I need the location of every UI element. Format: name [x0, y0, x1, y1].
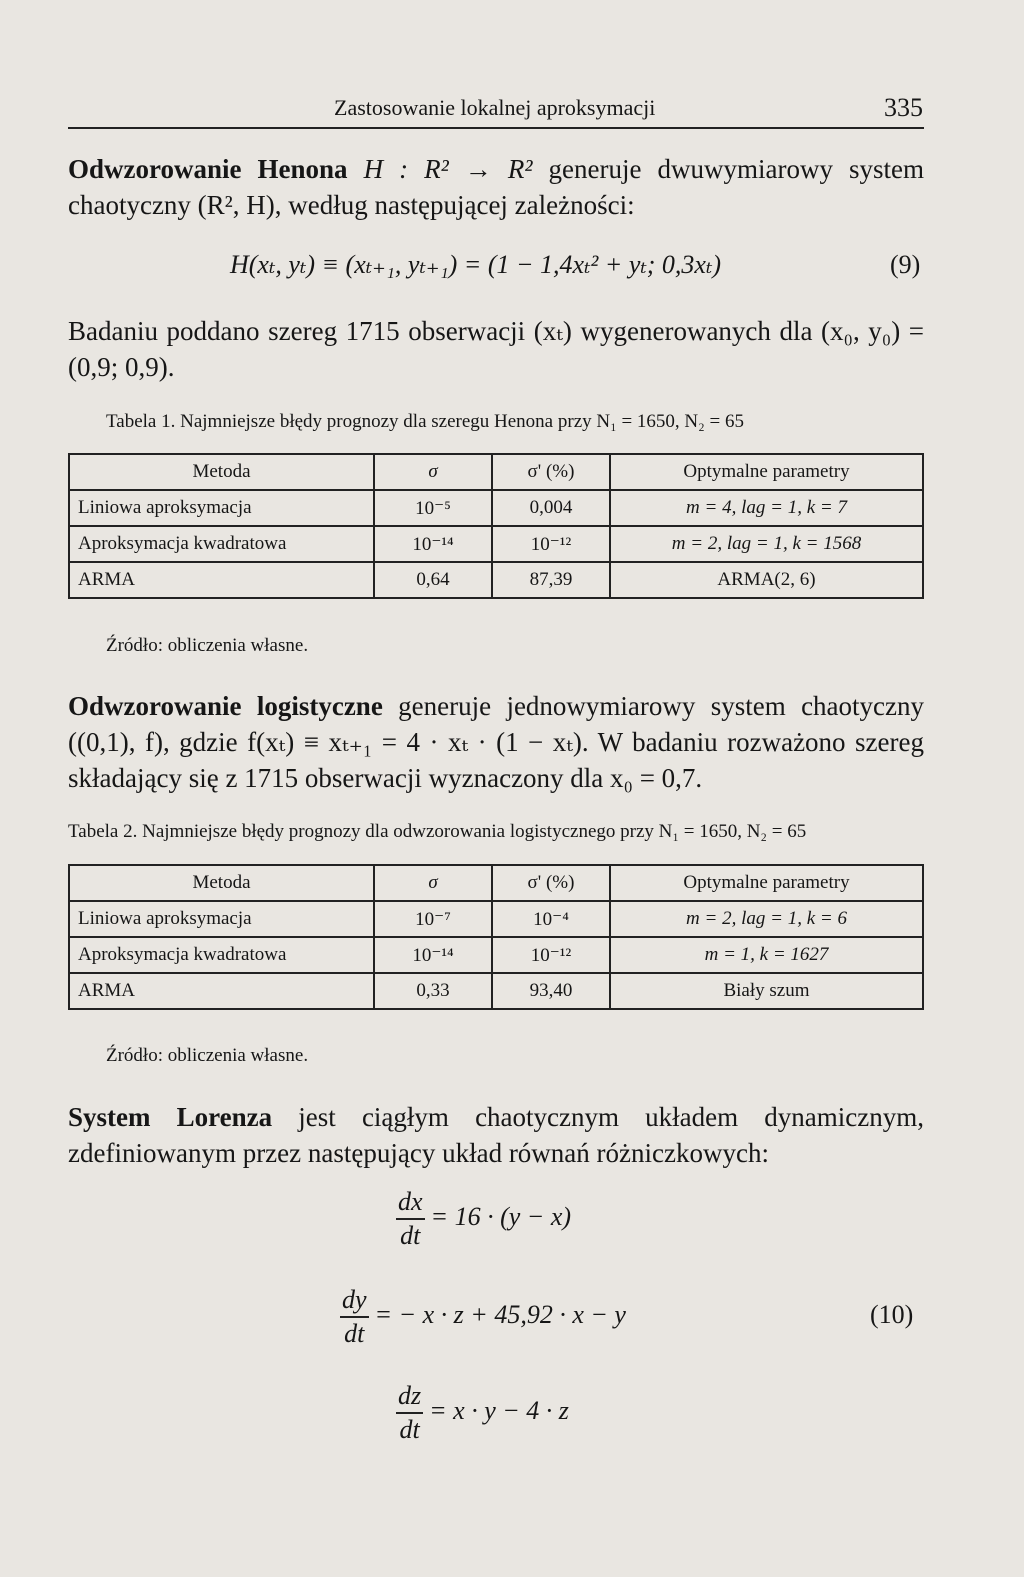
table-row: [69, 937, 923, 973]
table1-header-cell: Optymalne parametry: [610, 454, 923, 490]
table1-caption: Tabela 1. Najmniejsze błędy prognozy dla szeregu Henona przy N₁ = 1650, N₂ = 65: [106, 411, 744, 432]
table-cell: Aproksymacja kwadratowa: [69, 937, 374, 973]
page-number: 335: [884, 93, 923, 122]
table-cell: Liniowa aproksymacja: [69, 901, 374, 937]
logistic-term: Odwzorowanie logistyczne: [68, 691, 383, 721]
table-cell: Biały szum: [610, 973, 923, 1009]
table2-header-row: [69, 865, 923, 901]
table-cell: m = 1, k = 1627: [610, 937, 923, 973]
lorenz-term: System Lorenza: [68, 1102, 273, 1132]
table1: [68, 453, 924, 599]
numerator: dz: [396, 1380, 423, 1414]
table-row: [69, 901, 923, 937]
logistic-text: generuje jednowymiarowy system chaotyczny ((0,1), f), gdzie f(xₜ) ≡ xₜ₊₁ = 4 · xₜ · (1 − xₜ). W badaniu rozważono szereg składający się z 1715 obserwacji wyznaczony dla x₀ = 0,7.: [68, 691, 925, 793]
table-row: [69, 973, 923, 1009]
numerator: dx: [396, 1186, 425, 1220]
denominator: dt: [399, 1415, 420, 1444]
table-row: [69, 526, 923, 562]
table-cell: m = 4, lag = 1, k = 7: [610, 490, 923, 526]
table2-header-cell: Metoda: [69, 865, 374, 901]
henon-observation-paragraph: Badaniu poddano szereg 1715 obserwacji (xₜ) wygenerowanych dla (x₀, y₀) = (0,9; 0,9).: [68, 316, 924, 382]
table2-caption: Tabela 2. Najmniejsze błędy prognozy dla odwzorowania logistycznego przy N₁ = 1650, N₂ = 65: [68, 821, 807, 842]
table-cell: 10⁻¹⁴: [374, 526, 492, 562]
table-cell: 0,004: [492, 490, 610, 526]
table1-header-cell: σ' (%): [492, 454, 610, 490]
table-cell: 87,39: [492, 562, 610, 598]
table-cell: ARMA(2, 6): [610, 562, 923, 598]
fraction-dx-dt: [396, 1186, 425, 1252]
lorenz-text: jest ciągłym chaotycznym układem dynamicznym, zdefiniowanym przez następujący układ równań różniczkowych:: [68, 1102, 924, 1168]
table2-source: Źródło: obliczenia własne.: [106, 1045, 309, 1066]
lorenz-paragraph: [68, 1099, 924, 1171]
denominator: dt: [344, 1319, 365, 1348]
numerator: dy: [340, 1284, 369, 1318]
equation-number-10: (10): [870, 1300, 914, 1329]
table2-header-cell: σ: [374, 865, 492, 901]
running-header: Zastosowanie lokalnej aproksymacji: [334, 95, 656, 120]
table-cell: 10⁻¹²: [492, 937, 610, 973]
lorenz-equation-dy: [340, 1284, 626, 1350]
table1-header-row: [69, 454, 923, 490]
table-cell: Aproksymacja kwadratowa: [69, 526, 374, 562]
table-cell: 10⁻¹²: [492, 526, 610, 562]
logistic-paragraph: [68, 688, 924, 796]
table-cell: 93,40: [492, 973, 610, 1009]
table2: [68, 864, 924, 1010]
lorenz-equation-dx: [396, 1186, 571, 1252]
lorenz-equation-dz: [396, 1380, 569, 1446]
henon-equation: H(xₜ, yₜ) ≡ (xₜ₊₁, yₜ₊₁) = (1 − 1,4xₜ² + yₜ; 0,3xₜ): [230, 250, 722, 279]
table1-header-cell: σ: [374, 454, 492, 490]
table-cell: ARMA: [69, 973, 374, 1009]
henon-intro-text: generuje dwuwymiarowy system chaotyczny (R², H), według następującej zależności:: [68, 154, 925, 220]
table-cell: 10⁻⁷: [374, 901, 492, 937]
table-cell: 0,33: [374, 973, 492, 1009]
table1-header-cell: Metoda: [69, 454, 374, 490]
table2-header-cell: σ' (%): [492, 865, 610, 901]
table1-source: Źródło: obliczenia własne.: [106, 635, 309, 656]
table-cell: m = 2, lag = 1, k = 6: [610, 901, 923, 937]
equation-rhs: = 16 · (y − x): [430, 1201, 572, 1231]
equation-rhs: = x · y − 4 · z: [429, 1395, 569, 1425]
table-cell: ARMA: [69, 562, 374, 598]
header-rule: [68, 127, 924, 129]
fraction-dy-dt: [340, 1284, 369, 1350]
equation-number-9: (9): [890, 250, 921, 279]
table-cell: 10⁻⁴: [492, 901, 610, 937]
table-row: [69, 490, 923, 526]
table-cell: Liniowa aproksymacja: [69, 490, 374, 526]
table-cell: 10⁻⁵: [374, 490, 492, 526]
fraction-dz-dt: [396, 1380, 423, 1446]
table-cell: 10⁻¹⁴: [374, 937, 492, 973]
table-row: [69, 562, 923, 598]
equation-rhs: = − x · z + 45,92 · x − y: [374, 1299, 626, 1329]
table-cell: m = 2, lag = 1, k = 1568: [610, 526, 923, 562]
table2-header-cell: Optymalne parametry: [610, 865, 923, 901]
denominator: dt: [400, 1221, 421, 1250]
henon-map-notation: H : R² → R²: [363, 154, 533, 184]
henon-term: Odwzorowanie Henona: [68, 154, 348, 184]
table-cell: 0,64: [374, 562, 492, 598]
henon-intro-paragraph: [68, 151, 924, 223]
